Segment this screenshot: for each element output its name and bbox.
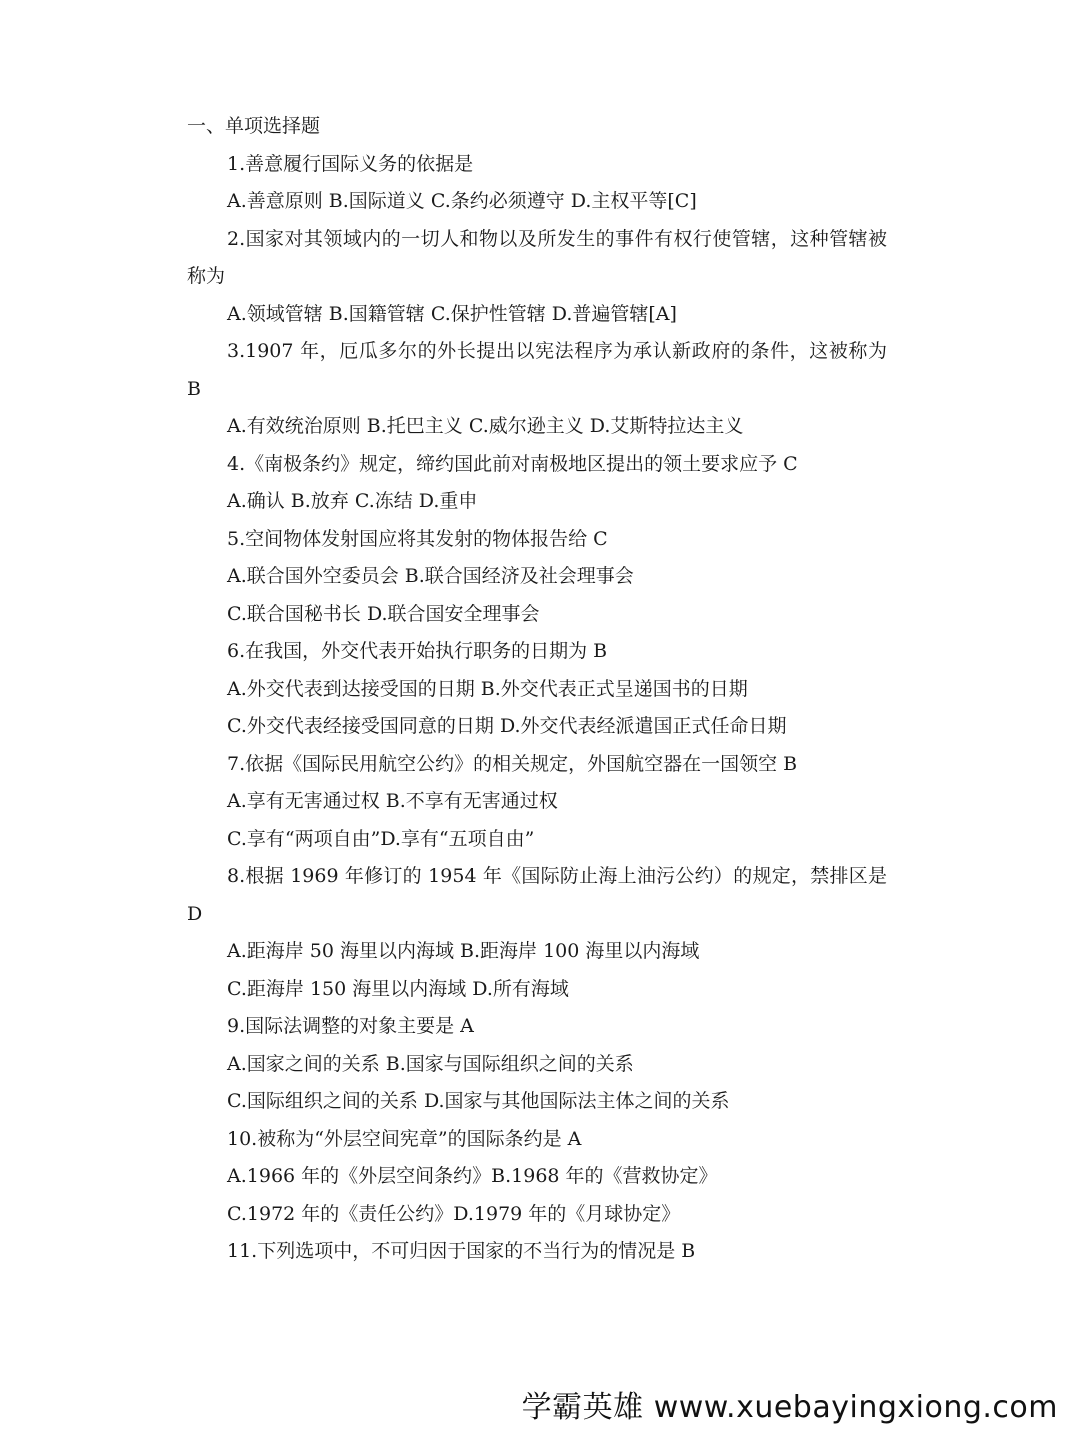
- question-1: 1.善意履行国际义务的依据是: [227, 152, 474, 175]
- question-1-options: A.善意原则 B.国际道义 C.条约必须遵守 D.主权平等[C]: [227, 190, 697, 212]
- question-8: 8.根据 1969 年修订的 1954 年《国际防止海上油污公约）的规定，禁排区是 D: [187, 865, 887, 925]
- question-11: 11.下列选项中，不可归因于国家的不当行为的情况是 B: [227, 1240, 696, 1262]
- question-8-options-ab: A.距海岸 50 海里以内海域 B.距海岸 100 海里以内海域: [227, 940, 700, 962]
- question-7-options-cd: C.享有“两项自由”D.享有“五项自由”: [227, 827, 535, 850]
- question-4-options: A.确认 B.放弃 C.冻结 D.重申: [227, 490, 478, 512]
- question-6-options-cd: C.外交代表经接受国同意的日期 D.外交代表经派遣国正式任命日期: [227, 715, 787, 737]
- question-5: 5.空间物体发射国应将其发射的物体报告给 C: [227, 527, 608, 550]
- question-9: 9.国际法调整的对象主要是 A: [227, 1015, 474, 1037]
- question-10-options-cd: C.1972 年的《责任公约》D.1979 年的《月球协定》: [227, 1202, 681, 1225]
- footer-watermark: 学霸英雄 www.xuebayingxiong.com: [521, 1390, 1058, 1425]
- question-7: 7.依据《国际民用航空公约》的相关规定，外国航空器在一国领空 B: [227, 752, 798, 775]
- question-10: 10.被称为“外层空间宪章”的国际条约是 A: [227, 1127, 582, 1150]
- question-2: 2.国家对其领域内的一切人和物以及所发生的事件有权行使管辖，这种管辖被称为: [187, 227, 887, 287]
- question-6-options-ab: A.外交代表到达接受国的日期 B.外交代表正式呈递国书的日期: [227, 677, 748, 700]
- question-6: 6.在我国，外交代表开始执行职务的日期为 B: [227, 640, 608, 662]
- question-10-options-ab: A.1966 年的《外层空间条约》B.1968 年的《营救协定》: [227, 1165, 718, 1187]
- question-7-options-ab: A.享有无害通过权 B.不享有无害通过权: [227, 790, 558, 812]
- question-3: 3.1907 年，厄瓜多尔的外长提出以宪法程序为承认新政府的条件，这被称为 B: [187, 340, 887, 400]
- question-4: 4.《南极条约》规定，缔约国此前对南极地区提出的领土要求应予 C: [227, 452, 798, 475]
- question-5-options-ab: A.联合国外空委员会 B.联合国经济及社会理事会: [227, 565, 634, 587]
- section-title: 一、单项选择题: [187, 115, 321, 137]
- question-8-options-cd: C.距海岸 150 海里以内海域 D.所有海域: [227, 977, 569, 1000]
- question-2-options: A.领域管辖 B.国籍管辖 C.保护性管辖 D.普遍管辖[A]: [227, 302, 677, 325]
- question-3-options: A.有效统治原则 B.托巴主义 C.威尔逊主义 D.艾斯特拉达主义: [227, 415, 744, 437]
- question-9-options-cd: C.国际组织之间的关系 D.国家与其他国际法主体之间的关系: [227, 1090, 730, 1112]
- question-5-options-cd: C.联合国秘书长 D.联合国安全理事会: [227, 602, 540, 625]
- document-content: [187, 108, 887, 1271]
- question-9-options-ab: A.国家之间的关系 B.国家与国际组织之间的关系: [227, 1052, 634, 1075]
